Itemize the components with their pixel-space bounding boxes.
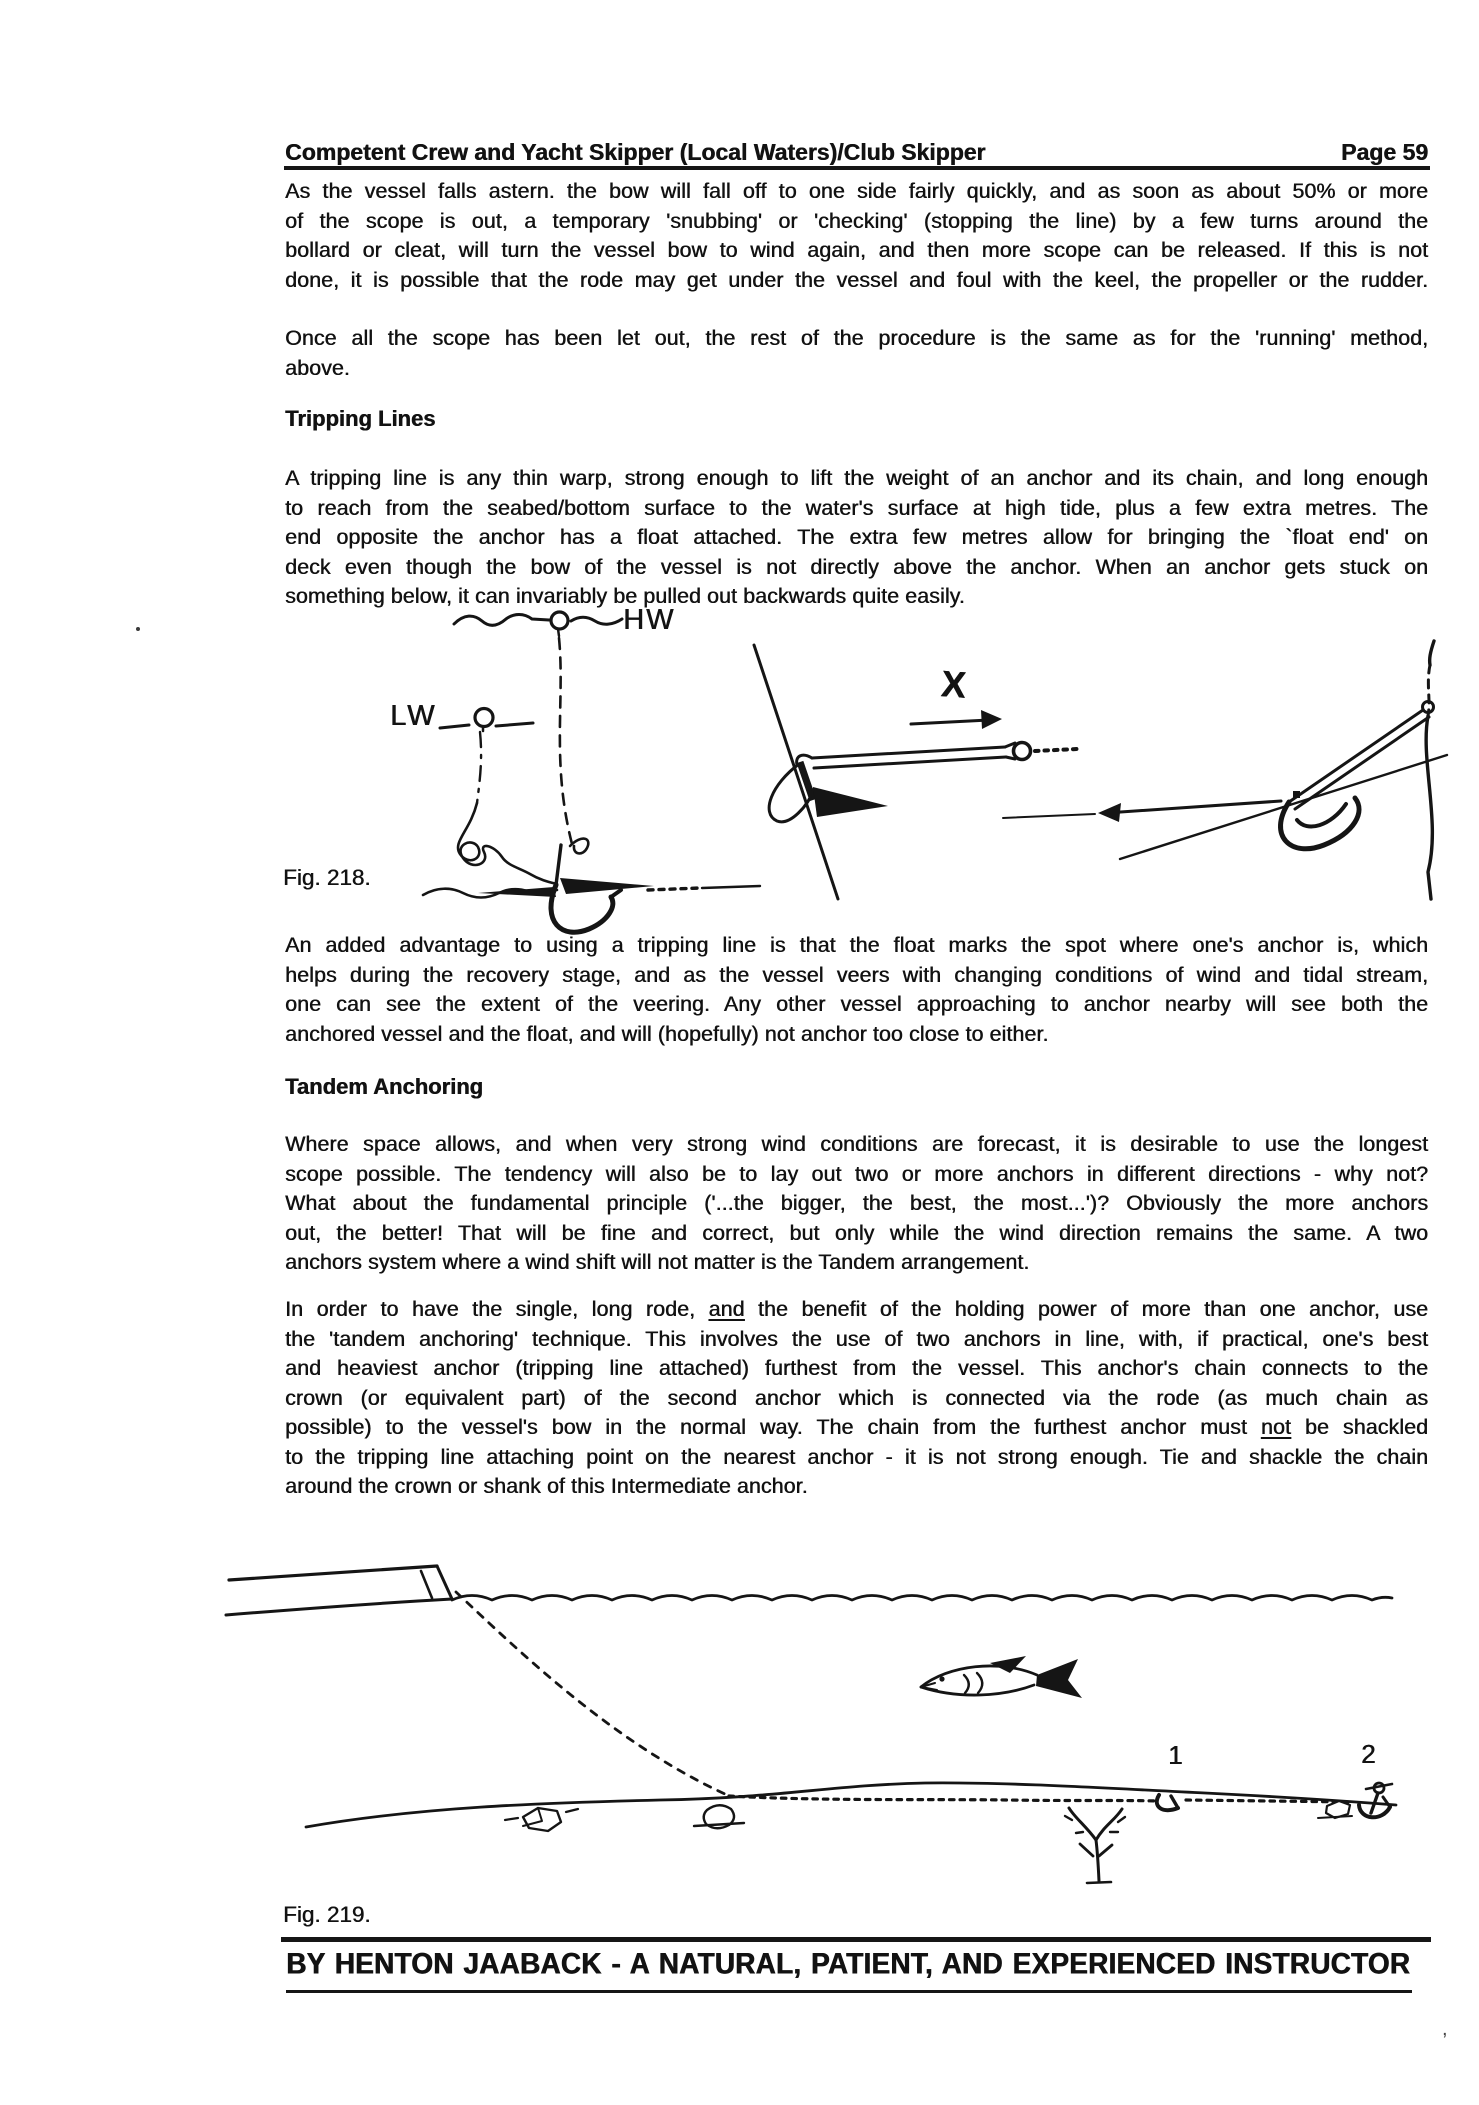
text-line: bollard or cleat, will turn the vessel bow to wind again, and then more scope can be released. If this is not [285,238,1428,262]
wrong-direction-x-label: X [939,663,968,706]
seabed-line-218 [423,886,760,898]
page-title: Competent Crew and Yacht Skipper (Local Waters)/Club Skipper [285,139,986,165]
tandem-anchor-1-icon [1157,1795,1178,1810]
paragraph-snubbing [285,177,1428,295]
paragraph-scope-out [285,324,1428,383]
text-line: anchored vessel and the float, and will (hopefully) not anchor too close to either. [285,1021,1049,1046]
paragraph-added-advantage [285,931,1428,1049]
text-line: done, it is possible that the rode may get under the vessel and foul with the keel, the propeller or the rudder. [285,267,1428,292]
page-number: Page 59 [1341,139,1428,165]
pulled-anchor-icon [769,747,1006,822]
text-line: helps during the recovery stage, and as the vessel veers with changing conditions of wind and tidal stream, [285,962,1428,987]
fig218-sketch [423,612,1447,932]
pull-out-arrow [1003,801,1281,822]
fish-icon [921,1656,1082,1698]
buoy-on-shank-icon [1005,743,1077,760]
paragraph-in-order [285,1295,1428,1502]
text-line: What about the fundamental principle ('...the bigger, the best, the most...')? Obviously the more anchors [285,1191,1428,1215]
text-line: one can see the extent of the veering. Any other vessel approaching to anchor nearby will see both the [285,992,1428,1016]
fig219-sketch [226,1566,1396,1883]
text-line: An added advantage to using a tripping line is that the float marks the spot where one's anchor is, which [285,933,1428,957]
buried-anchor-icon [478,845,654,932]
text-line: scope possible. The tendency will also be to lay out two or more anchors in different directions - why not? [285,1161,1428,1186]
footer-bottom-rule [286,1990,1412,1993]
paragraph-where-space [285,1130,1428,1278]
scan-stray-mark: , [1442,2018,1448,2040]
hw-float-icon [551,612,568,636]
right-edge-line [1426,641,1434,899]
heading-tandem-anchoring: Tandem Anchoring [285,1074,483,1099]
tripping-line-hw-dashed [559,638,572,844]
text-line: above. [285,355,350,380]
text-line: to reach from the seabed/bottom surface to the water's surface at high tide, plus a few extra metres. The [285,495,1428,520]
text-line: Once all the scope has been let out, the rest of the procedure is the same as for the 'running' method, [285,326,1428,350]
anchor2-label: 2 [1361,1739,1376,1769]
wrong-pull-arrow [911,710,1002,729]
lw-label: LW [390,700,438,732]
anchor1-label: 1 [1168,1740,1183,1770]
fig219-caption: Fig. 219. [283,1902,371,1927]
rode-dotted-line [456,1592,727,1795]
lw-float-icon [440,709,533,732]
lower-crossing-line [1120,755,1447,859]
fig218-caption: Fig. 218. [283,865,371,890]
hw-label: HW [623,604,676,636]
text-line: around the crown or shank of this Intermediate anchor. [285,1474,808,1498]
text-line: and heaviest anchor (tripping line attached) furthest from the vessel. This anchor's chain connects to the [285,1356,1428,1380]
text-line: anchors system where a wind shift will not matter is the Tandem arrangement. [285,1250,1030,1274]
text-line: to the tripping line attaching point on the nearest anchor - it is not strong enough. Tie and shackle the chain [285,1444,1428,1469]
hw-water-surface [454,615,622,626]
text-line: the 'tandem anchoring' technique. This involves the use of two anchors in line, with, if practical, one's best [285,1326,1428,1351]
chain-dotted-line [729,1796,1352,1802]
text-line: possible) to the vessel's bow in the normal way. The chain from the furthest anchor must not be shackled [285,1415,1429,1439]
coral-icon [1065,1808,1125,1883]
seabed-line-219 [306,1783,1396,1827]
paragraph-tripping-line [285,464,1428,612]
text-line: In order to have the single, long rode, and the benefit of the holding power of more than one anchor, use [285,1297,1428,1321]
page-header [285,139,1428,165]
text-line: deck even though the bow of the vessel is not directly above the anchor. When an anchor gets stuck on [285,554,1428,579]
scan-speck [136,627,140,631]
text-line: crown (or equivalent part) of the second anchor which is connected via the rode (as much chain as [285,1385,1428,1410]
footer-credit: BY HENTON JAABACK - A NATURAL, PATIENT, AND EXPERIENCED INSTRUCTOR [286,1947,1410,1980]
text-line: of the scope is out, a temporary 'snubbing' or 'checking' (stopping the line) by a few turns around the [285,208,1428,233]
text-line: As the vessel falls astern. the bow will fall off to one side fairly quickly, and as soon as about 50% or more [285,179,1428,203]
crossing-line [754,645,838,899]
rock-icon [1318,1801,1352,1818]
heading-tripping-lines: Tripping Lines [285,406,436,431]
footer-top-rule [281,1937,1431,1942]
text-line: out, the better! That will be fine and correct, but only while the wind direction remains the same. A two [285,1220,1428,1245]
coiled-slack-line [458,803,557,884]
header-rule [284,166,1430,170]
text-line: end opposite the anchor has a float attached. The extra few metres allow for bringing the `float end' on [285,525,1428,549]
text-line: Where space allows, and when very strong wind conditions are forecast, it is desirable to use the longest [285,1132,1428,1156]
tripping-line-hook [570,839,588,854]
water-surface-219 [452,1596,1392,1601]
rock-icon [694,1805,744,1828]
text-line: something below, it can invariably be pulled out backwards quite easily. [285,584,965,608]
boat-hull-sketch [226,1566,452,1615]
text-line: A tripping line is any thin warp, strong enough to lift the weight of an anchor and its chain, and long enough [285,466,1428,490]
backwards-anchor-icon [1281,702,1434,849]
tandem-anchor-2-icon [1359,1783,1392,1817]
tripping-line-lw-dashdot [477,732,481,803]
rock-icon [505,1808,578,1831]
